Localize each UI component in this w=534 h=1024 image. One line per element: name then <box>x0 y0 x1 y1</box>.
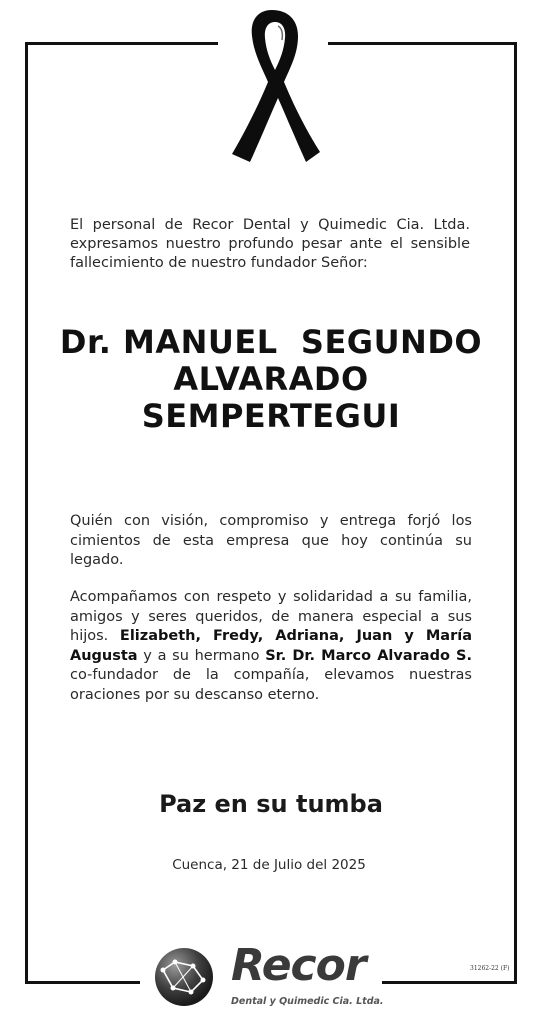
deceased-name <box>40 324 502 435</box>
closing-phrase: Paz en su tumba <box>159 790 383 818</box>
condolence-paragraph <box>70 588 472 705</box>
intro-text: El personal de Recor Dental y Quimedic Cia. Ltda. expresamos nuestro profundo pesar ante el sensible fallecimiento de nuestro fundador Señor: <box>70 217 470 271</box>
children-names: Elizabeth, Fredy, Adriana, Juan y María Augusta <box>70 628 472 664</box>
condolence-text-2: y a su hermano <box>137 647 266 664</box>
name-line-2: ALVARADO <box>173 360 369 398</box>
legacy-paragraph: Quién con visión, compromiso y entrega forjó los cimientos de esta empresa que hoy continúa su legado. <box>70 513 472 568</box>
mourning-ribbon-icon <box>228 6 320 164</box>
name-line-1: Dr. MANUEL SEGUNDO <box>59 323 483 361</box>
globe-network-icon <box>153 946 215 1008</box>
place-date: Cuenca, 21 de Julio del 2025 <box>172 857 366 873</box>
logo-wordmark: Recor <box>231 940 366 991</box>
name-line-3: SEMPERTEGUI <box>141 397 401 435</box>
brother-name: Sr. Dr. Marco Alvarado S. <box>265 647 472 664</box>
logo-tagline: Dental y Quimedic Cia. Ltda. <box>231 996 384 1007</box>
condolence-text-3: co-fundador de la compañía, elevamos nuestras oraciones por su descanso eterno. <box>70 667 472 703</box>
company-logo <box>153 940 384 1016</box>
ad-code: 31262-22 (F) <box>470 965 510 972</box>
condolence-text-1: Acompañamos con respeto y solidaridad a su familia, amigos y seres queridos, de manera especial a sus hijos. <box>70 589 472 644</box>
